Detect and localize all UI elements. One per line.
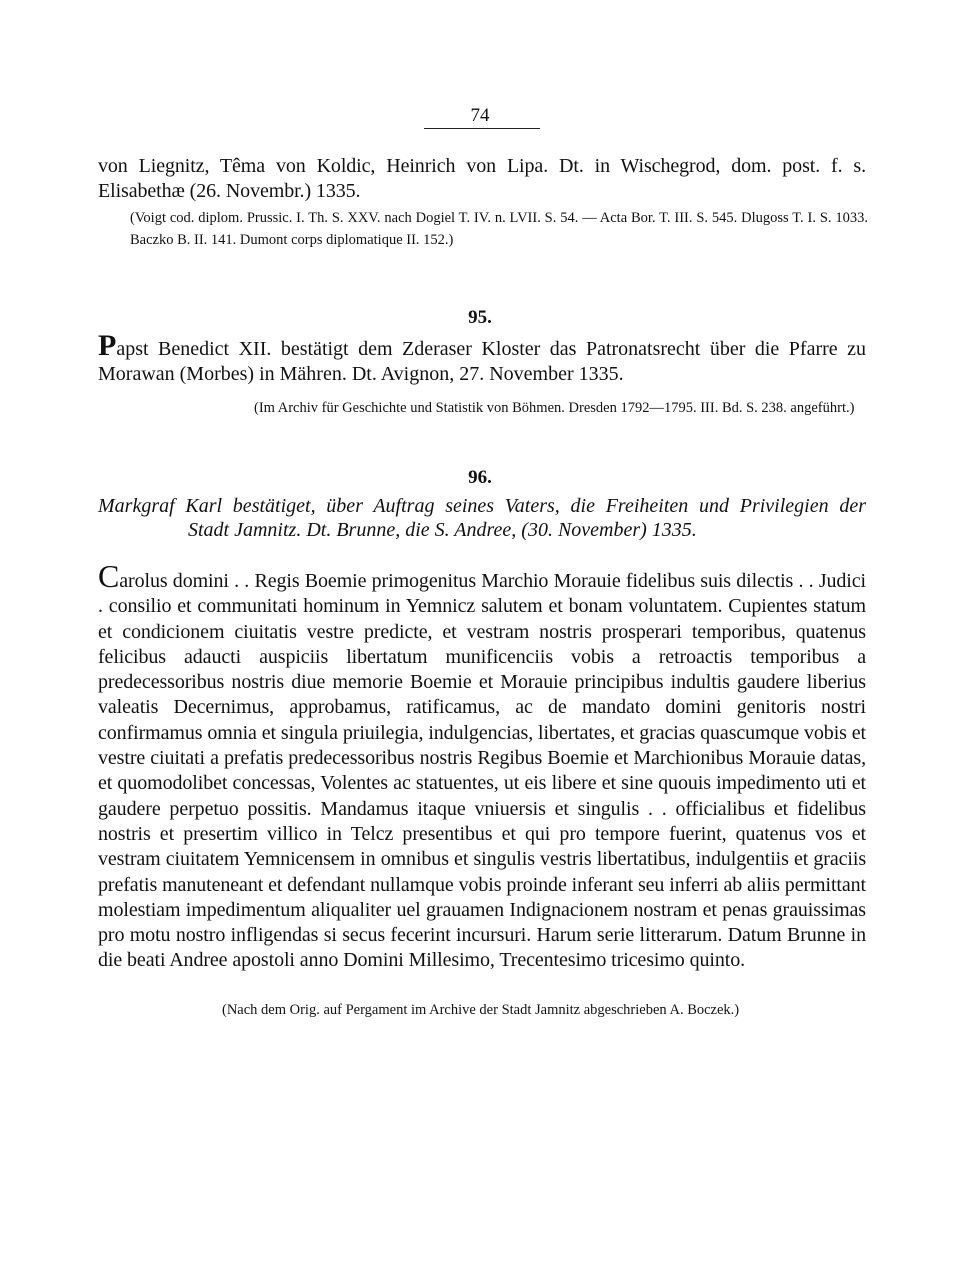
document-95-note	[254, 398, 866, 420]
document-95-initial: P	[98, 329, 117, 362]
document-96-source-note: (Nach dem Orig. auf Pergament im Archive der Stadt Jamnitz abgeschrieben A. Boczek.)	[222, 1002, 740, 1018]
continuation-paragraph: von Liegnitz, Têma von Koldic, Heinrich von Lipa. Dt. in Wischegrod, dom. post. f. s. Elisabethæ (26. Novembr.) 1335.	[98, 155, 866, 203]
document-95-regest-body: apst Benedict XII. bestätigt dem Zderaser Kloster das Patronatsrecht über die Pfarre zu Morawan (Morbes) in Mähren. Dt. Avignon, 27. November 1335.	[98, 338, 866, 385]
document-95-regest-text	[98, 329, 866, 387]
document-96-regest-line-2: Stadt Jamnitz. Dt. Brunne, die S. Andree, (30. November) 1335.	[188, 519, 697, 541]
document-96-regest-line-1: Markgraf Karl bestätiget, über Auftrag seines Vaters, die Freiheiten und Privilegien der	[98, 495, 866, 517]
document-number-96: 96.	[468, 467, 492, 488]
document-96-text	[98, 558, 866, 974]
document-95-regest	[98, 329, 866, 387]
continuation-note	[130, 208, 868, 251]
page-number: 74	[470, 105, 490, 126]
document-96-regest	[98, 494, 866, 542]
continuation-text	[98, 154, 866, 205]
continuation-note-text: (Voigt cod. diplom. Prussic. I. Th. S. XXV. nach Dogiel T. IV. n. LVII. S. 54. — Acta Bor. T. III. S. 545. Dlugoss T. I. S. 1033. Baczko B. II. 141. Dumont corps diplomatique II. 152.)	[130, 210, 868, 248]
document-96-body: arolus domini . . Regis Boemie primogenitus Marchio Morauie fidelibus suis dilectis . . Judici . consilio et communitati hominum in Yemnicz salutem et bonam voluntatem. Cupientes statum et condicionem ciuitatis vestre predicte, et vestram nostris prosperari temporibus, quatenus felicibus adaucti auspiciis libertatum munificenciis vobis a retroactis temporibus a predecessoribus nostris diue memorie Boemie et Morauie principibus indultis gaudere liberius valeatis Decernimus, approbamus, ratificamus, ac de mandato domini genitoris nostri confirmamus omnia et singula priuilegia, indulgencias, libertates, et gracias quascumque vobis et vestre ciuitati a prefatis predecessoribus nostris Regibus Boemie et Marchionibus Morauie datas, et quomodolibet concessas, Volentes ac statuentes, ut eis libere et sine quouis impedimento uti et gaudere perpetuo possitis. Mandamus itaque vniuersis et singulis . . officialibus et fidelibus nostris et presertim villico in Telcz presentibus et qui pro tempore fuerint, quatenus vos et vestram ciuitatem Yemnicensem in omnibus et singulis vestris libertatibus, indulgentiis et graciis prefatis manuteneant et defendant nullamque vobis proinde inferant seu inferri ab aliis permittant molestiam impedimentum aliqualiter uel grauamen Indignacionem nostram et penas grauissimas pro motu nostro infligendas si secus fecerint incursuri. Harum serie litterarum. Datum Brunne in die beati Andree apostoli anno Domini Millesimo, Trecentesimo tricesimo quinto.	[98, 570, 866, 972]
document-96-initial: C	[98, 558, 120, 594]
document-96-paragraph	[98, 558, 866, 974]
page-number-rule	[424, 128, 540, 129]
document-number-95: 95.	[468, 307, 492, 328]
document-95-note-text: (Im Archiv für Geschichte und Statistik von Böhmen. Dresden 1792—1795. III. Bd. S. 238. angeführt.)	[254, 400, 855, 416]
